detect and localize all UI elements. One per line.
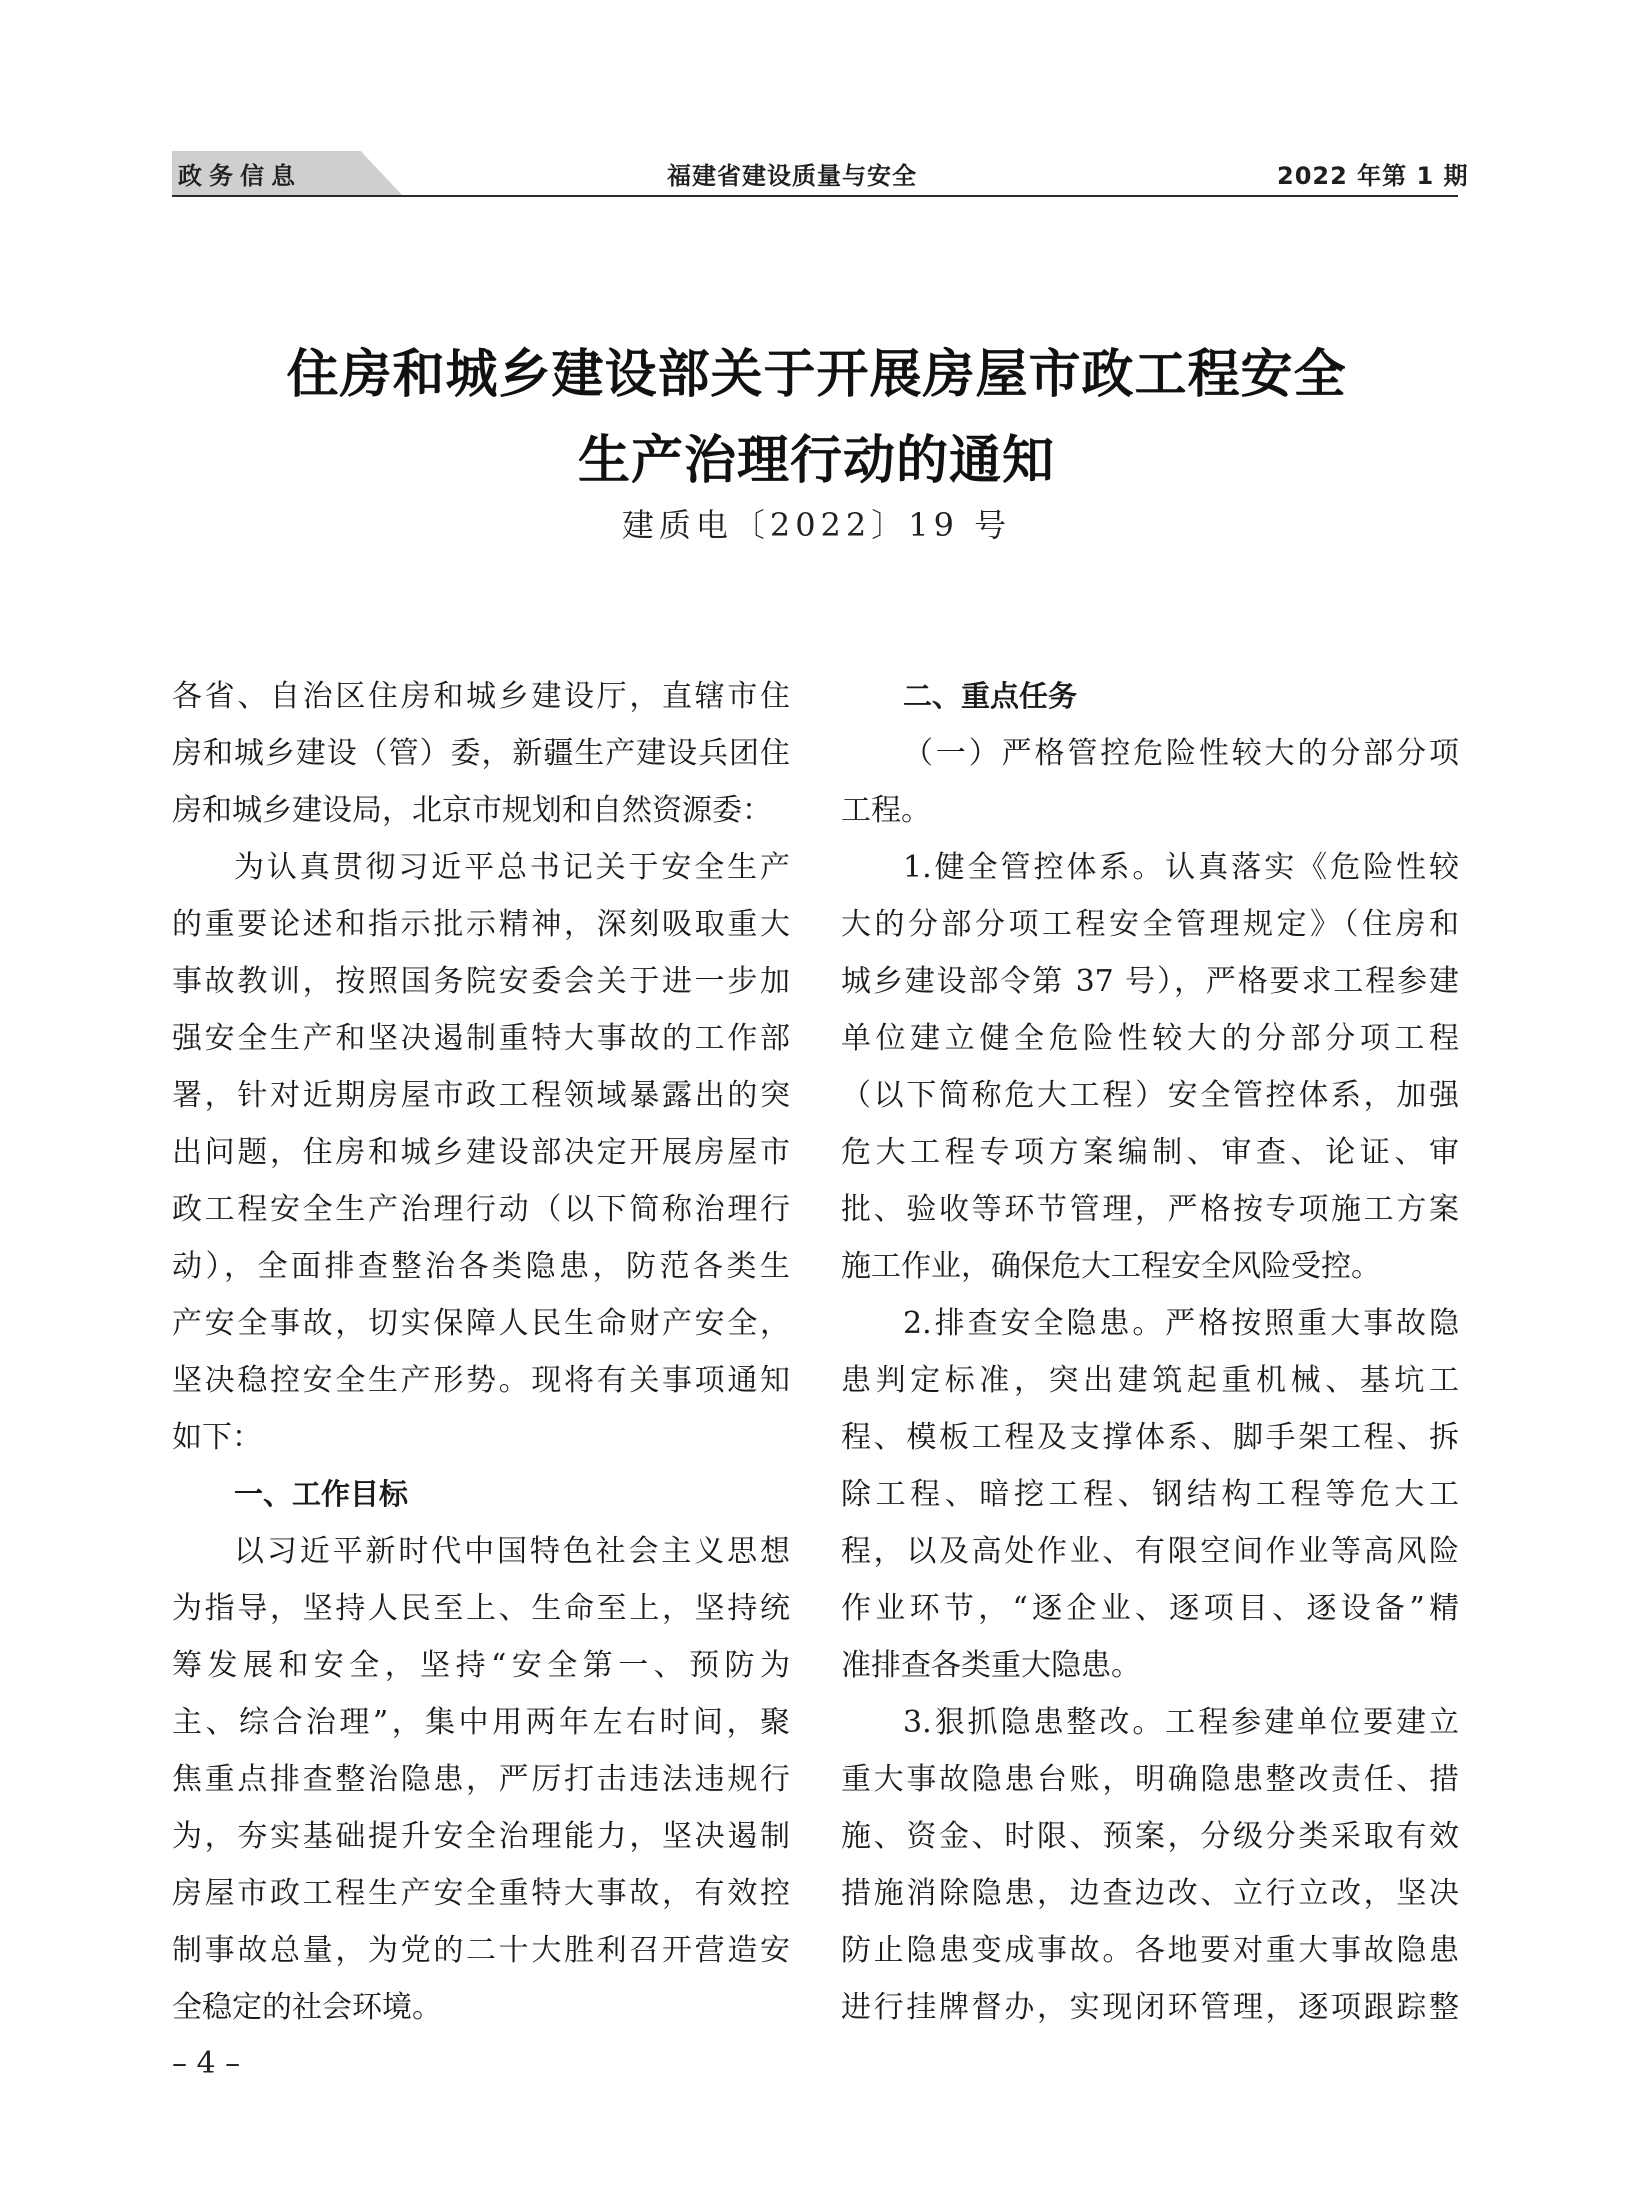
- text-line: 为认真贯彻习近平总书记关于安全生产: [234, 850, 790, 885]
- text-line: （一）严格管控危险性较大的分部分项: [903, 736, 1459, 771]
- text-line: 程、模板工程及支撑体系、脚手架工程、拆: [841, 1420, 1459, 1455]
- text-line: 焦重点排查整治隐患，严厉打击违法违规行: [172, 1762, 790, 1797]
- header-issue-label: 2022 年第 1 期: [1277, 162, 1469, 190]
- text-line: 大的分部分项工程安全管理规定》（住房和: [841, 907, 1459, 942]
- text-line: 房屋市政工程生产安全重特大事故，有效控: [172, 1876, 790, 1911]
- text-line: 房和城乡建设（管）委，新疆生产建设兵团住: [172, 736, 790, 771]
- document-number: 建质电〔2022〕19 号: [621, 506, 1012, 544]
- text-line: 事故教训，按照国务院安委会关于进一步加: [172, 964, 790, 999]
- text-line: 主、综合治理”，集中用两年左右时间，聚: [172, 1705, 790, 1740]
- text-line: 政工程安全生产治理行动（以下简称治理行: [172, 1192, 790, 1227]
- text-line: 3.狠抓隐患整改。工程参建单位要建立: [903, 1705, 1459, 1740]
- text-line: 施、资金、时限、预案，分级分类采取有效: [841, 1819, 1459, 1854]
- page-number: – 4 –: [172, 2046, 241, 2081]
- article-title-line-1: 住房和城乡建设部关于开展房屋市政工程安全: [286, 344, 1347, 405]
- text-line: 除工程、暗挖工程、钢结构工程等危大工: [841, 1477, 1459, 1512]
- text-line: 筹发展和安全，坚持“安全第一、预防为: [172, 1648, 790, 1683]
- right-text-column: [841, 668, 1459, 2036]
- text-line: 房和城乡建设局，北京市规划和自然资源委：: [172, 793, 772, 828]
- text-line: 危大工程专项方案编制、审查、论证、审: [841, 1135, 1459, 1170]
- section-heading: 二、重点任务: [903, 679, 1078, 713]
- text-line: 重大事故隐患台账，明确隐患整改责任、措: [841, 1762, 1459, 1797]
- text-line: 制事故总量，为党的二十大胜利召开营造安: [172, 1933, 790, 1968]
- text-line: 各省、自治区住房和城乡建设厅，直辖市住: [172, 679, 790, 714]
- text-line: 进行挂牌督办，实现闭环管理，逐项跟踪整: [841, 1990, 1459, 2025]
- text-line: 为，夯实基础提升安全治理能力，坚决遏制: [172, 1819, 790, 1854]
- text-line: 施工作业，确保危大工程安全风险受控。: [841, 1249, 1381, 1284]
- text-line: 城乡建设部令第 37 号），严格要求工程参建: [841, 964, 1459, 999]
- text-line: 全稳定的社会环境。: [172, 1990, 442, 2025]
- text-line: 强安全生产和坚决遏制重特大事故的工作部: [172, 1021, 790, 1056]
- header-journal-title: 福建省建设质量与安全: [667, 162, 917, 190]
- text-line: 坚决稳控安全生产形势。现将有关事项通知: [172, 1363, 790, 1398]
- text-line: 的重要论述和指示批示精神，深刻吸取重大: [172, 907, 790, 942]
- text-line: 2.排查安全隐患。严格按照重大事故隐: [903, 1306, 1459, 1341]
- text-line: 署，针对近期房屋市政工程领域暴露出的突: [172, 1078, 790, 1113]
- text-line: 以习近平新时代中国特色社会主义思想: [234, 1534, 790, 1569]
- article-title-line-2: 生产治理行动的通知: [577, 430, 1055, 491]
- text-line: 准排查各类重大隐患。: [841, 1648, 1141, 1683]
- text-line: （以下简称危大工程）安全管控体系，加强: [841, 1078, 1459, 1113]
- header-rule: [172, 195, 1458, 197]
- text-line: 患判定标准，突出建筑起重机械、基坑工: [841, 1363, 1459, 1398]
- text-line: 作业环节，“逐企业、逐项目、逐设备”精: [841, 1591, 1459, 1626]
- text-line: 动），全面排查整治各类隐患，防范各类生: [172, 1249, 790, 1284]
- text-line: 防止隐患变成事故。各地要对重大事故隐患: [841, 1933, 1459, 1968]
- text-line: 单位建立健全危险性较大的分部分项工程: [841, 1021, 1459, 1056]
- text-line: 产安全事故，切实保障人民生命财产安全，: [172, 1306, 790, 1341]
- text-line: 1.健全管控体系。认真落实《危险性较: [903, 850, 1459, 885]
- text-line: 批、验收等环节管理，严格按专项施工方案: [841, 1192, 1459, 1227]
- text-line: 为指导，坚持人民至上、生命至上，坚持统: [172, 1591, 790, 1626]
- text-line: 出问题，住房和城乡建设部决定开展房屋市: [172, 1135, 790, 1170]
- text-line: 工程。: [841, 793, 931, 828]
- header-section-label: 政务信息: [178, 162, 302, 190]
- left-text-column: [172, 668, 790, 2036]
- text-line: 措施消除隐患，边查边改、立行立改，坚决: [841, 1876, 1459, 1911]
- section-heading: 一、工作目标: [234, 1477, 409, 1511]
- text-line: 如下：: [172, 1420, 262, 1455]
- text-line: 程，以及高处作业、有限空间作业等高风险: [841, 1534, 1459, 1569]
